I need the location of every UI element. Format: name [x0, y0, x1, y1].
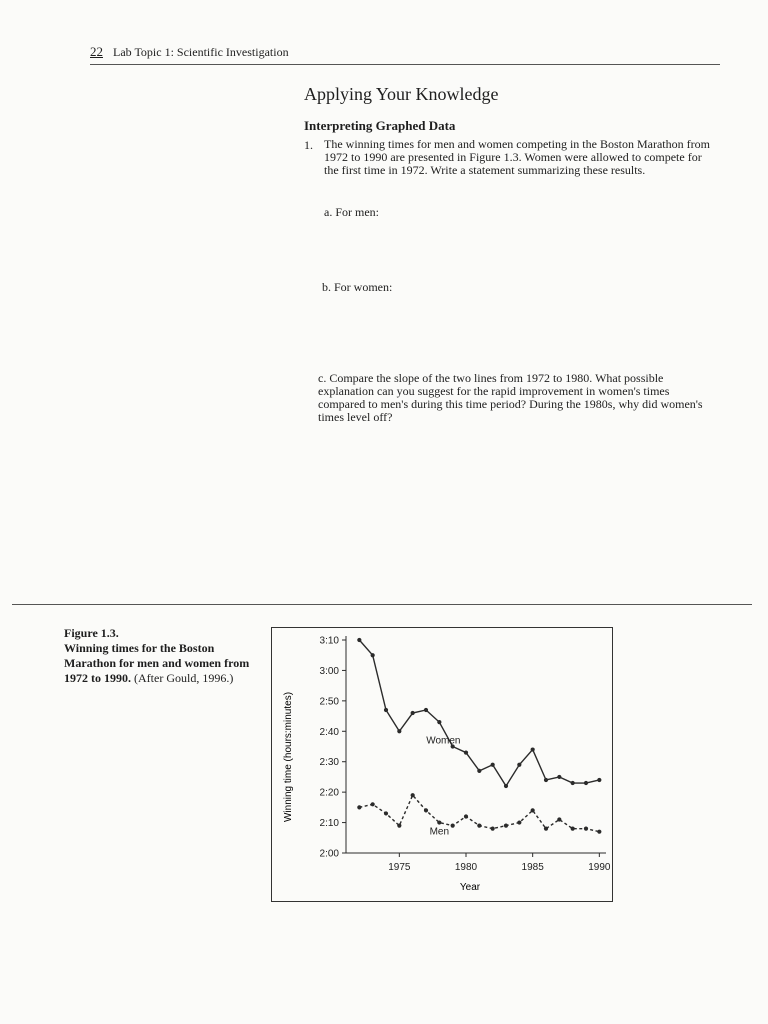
data-point-women — [397, 729, 401, 733]
data-point-men — [504, 824, 508, 828]
data-point-men — [584, 827, 588, 831]
data-point-men — [464, 814, 468, 818]
data-point-women — [557, 775, 561, 779]
data-point-men — [424, 808, 428, 812]
series-label-men: Men — [429, 826, 450, 838]
data-point-women — [517, 763, 521, 767]
winning-times-chart — [272, 628, 612, 901]
data-point-men — [517, 820, 521, 824]
data-point-men — [544, 827, 548, 831]
data-point-women — [544, 778, 548, 782]
question-text: The winning times for men and women competing in the Boston Marathon from 1972 to 1990 are presented in Figure 1.3. Women were allowed to compete for the first time in 1972. Write a statement summarizing these results. — [324, 137, 710, 177]
y-tick-label: 2:30 — [319, 757, 339, 769]
data-point-women — [571, 781, 575, 785]
running-head — [90, 44, 289, 60]
data-point-men — [571, 827, 575, 831]
x-tick-label: 1975 — [388, 862, 411, 873]
data-point-men — [451, 824, 455, 828]
data-point-women — [424, 708, 428, 712]
header-rule — [90, 64, 720, 65]
page-number: 22 — [90, 44, 103, 59]
series-line-women — [359, 640, 599, 786]
data-point-men — [371, 802, 375, 806]
y-tick-label: 2:50 — [319, 696, 339, 708]
series-label-women: Women — [426, 735, 461, 747]
y-tick-label: 2:00 — [319, 848, 339, 860]
figure-label: Figure 1.3. — [64, 626, 119, 640]
data-point-men — [491, 827, 495, 831]
data-point-men — [531, 808, 535, 812]
data-point-men — [477, 824, 481, 828]
x-tick-label: 1985 — [521, 862, 544, 873]
y-tick-label: 2:40 — [319, 726, 339, 738]
data-point-women — [371, 653, 375, 657]
data-point-women — [357, 638, 361, 642]
question-part-a: a. For men: — [324, 205, 379, 219]
data-point-women — [384, 708, 388, 712]
data-point-women — [437, 720, 441, 724]
data-point-men — [557, 817, 561, 821]
data-point-women — [491, 763, 495, 767]
x-axis-label: Year — [459, 882, 481, 893]
x-tick-label: 1990 — [588, 862, 611, 873]
chart-frame — [271, 627, 613, 902]
x-tick-label: 1980 — [454, 862, 478, 873]
question-number: 1. — [304, 138, 313, 152]
section-title: Applying Your Knowledge — [304, 84, 499, 104]
data-point-women — [504, 784, 508, 788]
data-point-men — [411, 793, 415, 797]
data-point-men — [437, 820, 441, 824]
figure-caption-note: (After Gould, 1996.) — [134, 671, 234, 685]
y-tick-label: 3:10 — [319, 635, 339, 647]
section-divider — [12, 604, 752, 605]
data-point-men — [597, 830, 601, 834]
y-tick-label: 2:20 — [319, 787, 339, 799]
data-point-women — [411, 711, 415, 715]
data-point-men — [397, 824, 401, 828]
section-subtitle: Interpreting Graphed Data — [304, 118, 456, 133]
data-point-women — [531, 747, 535, 751]
y-tick-label: 2:10 — [319, 818, 339, 830]
data-point-women — [464, 750, 468, 754]
y-tick-label: 3:00 — [319, 665, 339, 677]
data-point-men — [357, 805, 361, 809]
y-axis-label: Winning time (hours:minutes) — [283, 691, 294, 823]
question-part-c: c. Compare the slope of the two lines from 1972 to 1980. What possible explanation can you suggest for the rapid improvement in women's times compared to men's during this time period? During the 1980s, why did women's times level off? — [318, 371, 703, 424]
data-point-women — [597, 778, 601, 782]
figure-caption — [64, 626, 264, 686]
running-title: Lab Topic 1: Scientific Investigation — [113, 45, 289, 59]
data-point-women — [477, 769, 481, 773]
question-part-b: b. For women: — [322, 280, 393, 294]
figure-caption-title: Winning times for the Boston Marathon for men and women from 1972 to 1990. — [64, 641, 250, 685]
data-point-women — [584, 781, 588, 785]
data-point-men — [384, 811, 388, 815]
